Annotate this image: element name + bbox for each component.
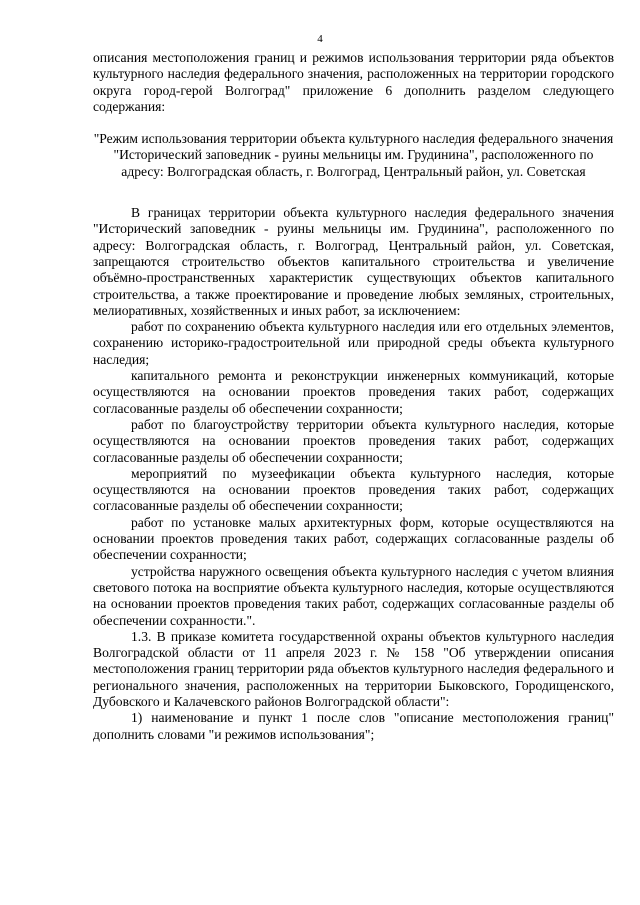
list-item-landscaping: работ по благоустройству территории объекта культурного наследия, которые осуществляются на основании проектов проведения таких работ, содержащих согласованные разделы об обеспечении сохранности;: [93, 416, 614, 465]
list-item-small-architectural-forms: работ по установке малых архитектурных форм, которые осуществляются на основании проектов проведения таких работ, содержащих согласованные разделы об обеспечении сохранности;: [93, 514, 614, 563]
list-item-preservation-works: работ по сохранению объекта культурного наследия или его отдельных элементов, сохранению историко-градостроительной или природной среды объекта культурного наследия;: [93, 319, 614, 367]
paragraph-restrictions: В границах территории объекта культурного наследия федерального значения "Исторический заповедник - руины мельницы им. Грудинина", расположенного по адресу: Волгоградская область, г. Волгоград, Центральный район, ул. Советская, запрещаются строительство объектов капитального строительства и увеличение объёмно-пространственных характеристик существующих объектов капитального строительства, а также проектирование и проведение любых земляных, строительных, мелиоративных, хозяйственных и иных работ, за исключением:: [93, 205, 614, 318]
list-item-museumification: мероприятий по музеефикации объекта культурного наследия, которые осуществляются на основании проектов проведения таких работ, содержащих согласованные разделы об обеспечении сохранности;: [93, 465, 614, 514]
paragraph-order-amendment: 1.3. В приказе комитета государственной охраны объектов культурного наследия Волгоградской области от 11 апреля 2023 г. № 158 "Об утверждении описания местоположения границ территории ряда объектов культурного наследия федерального и регионального значения, расположенных на территории Быковского, Городищенского, Дубовского и Калачевского районов Волгоградской области":: [93, 628, 614, 709]
section-heading: "Режим использования территории объекта культурного наследия федерального значения "Исторический заповедник - руины мельницы им. Грудинина", расположенного по адресу: Волгоградская область, г. Волгоград, Центральный район, ул. Советская: [93, 131, 614, 179]
paragraph-intro-continuation: описания местоположения границ и режимов использования территории ряда объектов культурного наследия федерального значения, расположенных на территории городского округа город-герой Волгоград" приложение 6 дополнить разделом следующего содержания:: [93, 50, 614, 114]
list-item-utilities-repair: капитального ремонта и реконструкции инженерных коммуникаций, которые осуществляются на основании проектов проведения таких работ, содержащих согласованные разделы об обеспечении сохранности;: [93, 368, 614, 416]
paragraph-name-amendment: 1) наименование и пункт 1 после слов "описание местоположения границ" дополнить словами "и режимов использования";: [93, 710, 614, 742]
list-item-outdoor-lighting: устройства наружного освещения объекта культурного наследия с учетом влияния светового потока на восприятие объекта культурного наследия, которые осуществляются на основании проектов проведения таких работ, содержащих согласованные разделы об обеспечении сохранности.".: [93, 563, 614, 628]
page-number: 4: [317, 33, 323, 45]
document-body: [93, 50, 614, 743]
